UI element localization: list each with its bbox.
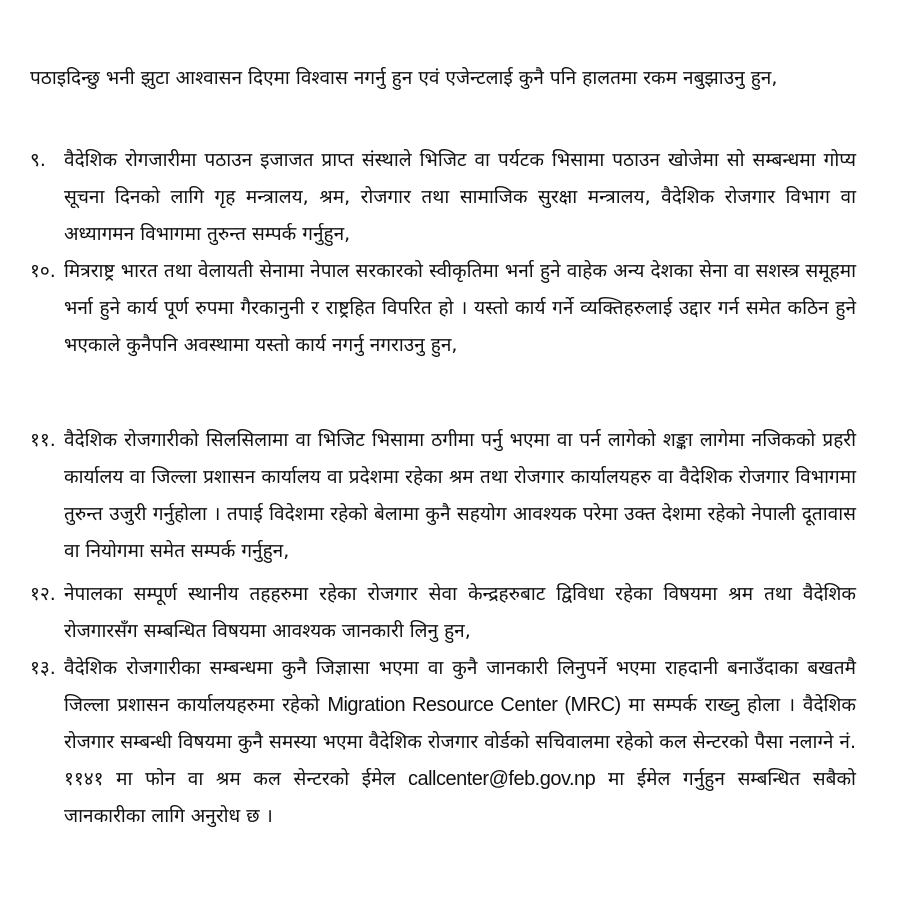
item-number: १०. [30, 260, 56, 282]
list-item-9 [30, 142, 856, 253]
item-text: मित्रराष्ट्र भारत तथा वेलायती सेनामा नेपाल सरकारको स्वीकृतिमा भर्ना हुने वाहेक अन्य देशका सेना वा सशस्त्र समूहमा भर्ना हुने कार्य पूर्ण रुपमा गैरकानुनी र राष्ट्रहित विपरित हो । यस्तो कार्य गर्ने व्यक्तिहरुलाई उद्दार गर्न समेत कठिन हुने भएकाले कुनैपनि अवस्थामा यस्तो कार्य नगर्नु नगराउनु हुन, [64, 260, 856, 356]
item-text: वैदेशिक रोजगारीको सिलसिलामा वा भिजिट भिसामा ठगीमा पर्नु भएमा वा पर्न लागेको शङ्का लागेमा नजिकको प्रहरी कार्यालय वा जिल्ला प्रशासन कार्यालय वा प्रदेशमा रहेका श्रम तथा रोजगार कार्यालयहरु वा वैदेशिक रोजगार विभागमा तुरुन्त उजुरी गर्नुहोला । तपाई विदेशमा रहेको बेलामा कुनै सहयोग आवश्यक परेमा उक्त देशमा रहेको नेपाली दूतावास वा नियोगमा समेत सम्पर्क गर्नुहुन, [64, 429, 856, 562]
item-number: ११. [30, 429, 56, 451]
intro-paragraph: पठाइदिन्छु भनी झुटा आश्वासन दिएमा विश्वास नगर्नु हुन एवं एजेन्टलाई कुनै पनि हालतमा रकम नबुझाउनु हुन, [30, 67, 778, 89]
list-item-13 [30, 650, 856, 835]
list-item-11 [30, 422, 856, 570]
item-text [64, 650, 856, 835]
email-address[interactable]: callcenter@feb.gov.np [407, 768, 596, 790]
item-text-part: मा सम्पर्क राख्नु होला । वैदेशिक रोजगार सम्बन्धी विषयमा कुनै समस्या भएमा वैदेशिक रोजगार वोर्डको सचिवालमा रहेको कल सेन्टरको पैसा नलाग्ने नं. ११४१ मा फोन वा श्रम कल सेन्टरको ईमेल [64, 694, 856, 790]
item-text-part: वैदेशिक रोजगारीका सम्बन्धमा कुनै जिज्ञासा भएमा वा कुनै जानकारी लिनुपर्ने भएमा राहदानी बनाउँदाका बखतमै जिल्ला प्रशासन कार्यालयहरुमा रहेको [64, 657, 856, 716]
item-number: १२. [30, 583, 56, 605]
list-item-12 [30, 576, 856, 650]
item-text-part: मा ईमेल गर्नुहुन सम्बन्धित सबैको जानकारीका लागि अनुरोध छ । [64, 768, 856, 827]
mrc-name: Migration Resource Center (MRC) [327, 694, 621, 716]
item-number: ९. [30, 149, 46, 171]
item-number: १३. [30, 657, 56, 679]
list-item-10 [30, 253, 856, 364]
item-text: वैदेशिक रोगजारीमा पठाउन इजाजत प्राप्त संस्थाले भिजिट वा पर्यटक भिसामा पठाउन खोजेमा सो सम्बन्धमा गोप्य सूचना दिनको लागि गृह मन्त्रालय, श्रम, रोजगार तथा सामाजिक सुरक्षा मन्त्रालय, वैदेशिक रोजगार विभाग वा अध्यागमन विभागमा तुरुन्त सम्पर्क गर्नुहुन, [64, 149, 856, 245]
item-text: नेपालका सम्पूर्ण स्थानीय तहहरुमा रहेका रोजगार सेवा केन्द्रहरुबाट द्विविधा रहेका विषयमा श्रम तथा वैदेशिक रोजगारसँग सम्बन्धित विषयमा आवश्यक जानकारी लिनु हुन, [64, 583, 856, 642]
